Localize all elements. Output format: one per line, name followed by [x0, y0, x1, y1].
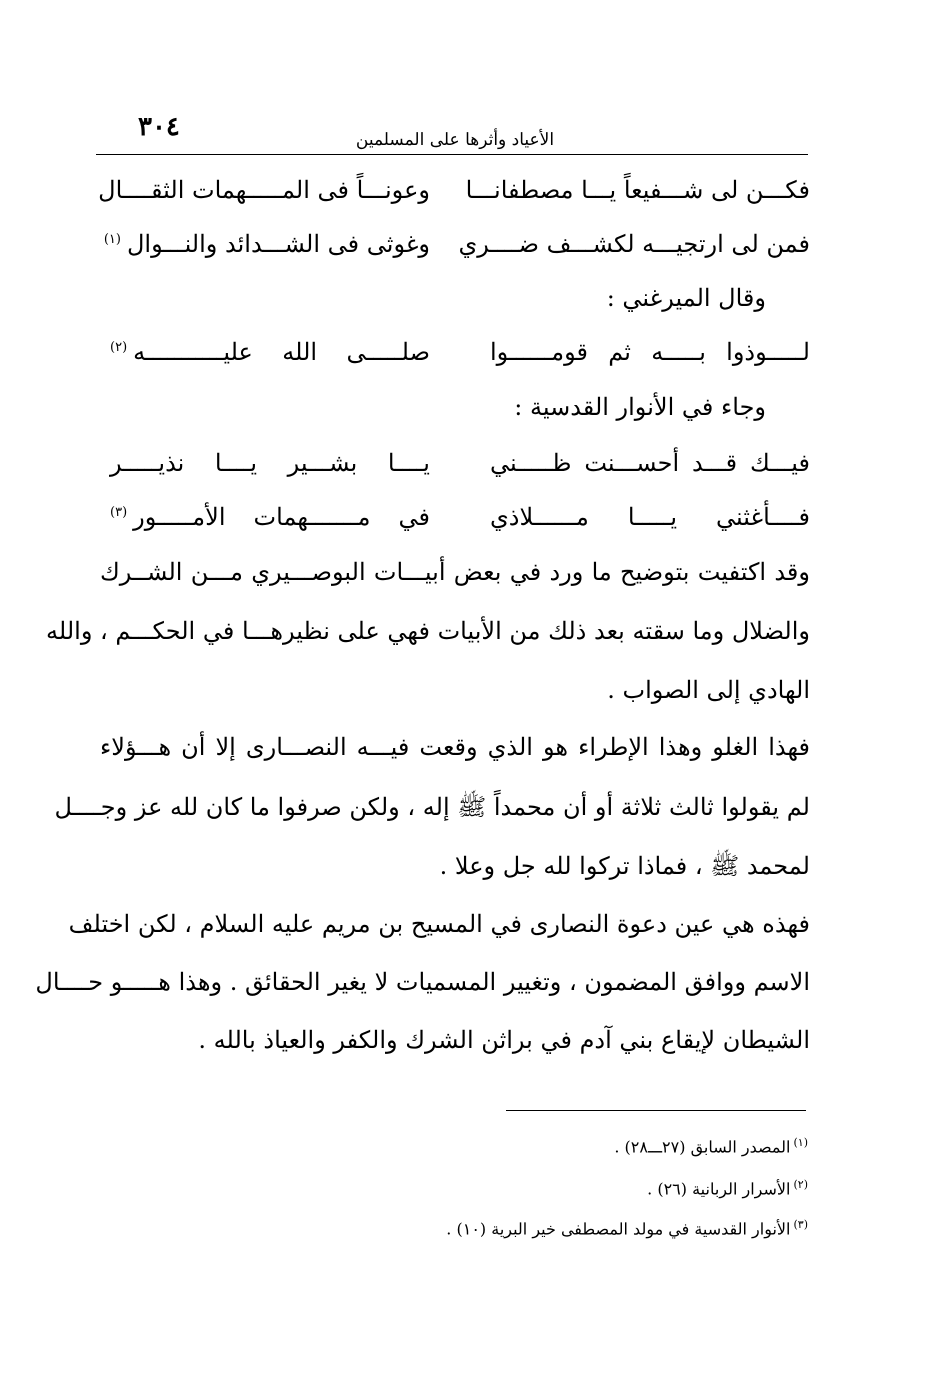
paragraph-1-line-1: وقد اكتفيت بتوضيح ما ورد في بعض أبيـــات البوصـــيري مـــن الشــرك	[100, 558, 810, 586]
paragraph-3-line-2: الاسم ووافق المضمون ، وتغيير المسميات لا يغير الحقائق . وهذا هـــــو حــــال	[35, 968, 810, 996]
paragraph-2-line-1: فهذا الغلو وهذا الإطراء هو الذي وقعت فيـــه النصـــارى إلا أن هـــؤلاء	[100, 733, 810, 761]
verse-3-left-container	[110, 338, 430, 366]
footnote-2	[647, 1178, 808, 1198]
footnote-ref-2: (٢)	[110, 340, 128, 355]
verse-1-right-hemistich: فكـــن لى شـــفيعاً يـــا مصطفانـــا	[465, 176, 810, 204]
paragraph-2-line-3: لمحمد ﷺ ، فماذا تركوا لله جل وعلا .	[439, 852, 810, 880]
footnote-ref-3: (٣)	[110, 505, 128, 520]
footnote-ref-1: (١)	[103, 232, 121, 247]
footnote-2-text: الأسرار الربانية (٢٦) .	[647, 1179, 791, 1199]
footnote-1-text: المصدر السابق (٢٧ـــ٢٨) .	[614, 1137, 791, 1157]
footnote-3-number: (٣)	[793, 1218, 808, 1231]
intro-mirghani: وقال الميرغني :	[606, 284, 766, 312]
intro-anwar: وجاء في الأنوار القدسية :	[514, 393, 766, 421]
verse-4-left-hemistich: يــــا بشـــير يــــا نذيـــــر	[110, 449, 430, 477]
header-rule	[96, 154, 808, 155]
footnote-rule	[506, 1110, 806, 1111]
paragraph-3-line-1: فهذه هي عين دعوة النصارى في المسيح بن مريم عليه السلام ، لكن اختلف	[68, 910, 810, 938]
footnote-3-text: الأنوار القدسية في مولد المصطفى خير البرية (١٠) .	[446, 1219, 791, 1239]
paragraph-2-line-2: لم يقولوا ثالث ثلاثة أو أن محمداً ﷺ إله ، ولكن صرفوا ما كان لله عز وجــــل	[54, 793, 810, 821]
footnote-3	[446, 1218, 808, 1238]
verse-3-right-hemistich: لـــــوذوا بـــــه ثم قومــــــوا	[490, 338, 810, 366]
verse-5-left-container	[110, 503, 430, 531]
paragraph-3-line-3: الشيطان لإيقاع بني آدم في براثن الشرك والكفر والعياذ بالله .	[198, 1026, 810, 1054]
verse-1-left-hemistich: وعونـــاً فى المـــــهمات الثقــــال	[98, 176, 430, 204]
footnote-2-number: (٢)	[793, 1178, 808, 1191]
paragraph-1-line-3: الهادي إلى الصواب .	[607, 676, 810, 704]
verse-5-right-hemistich: فــــأغثني يـــــا مــــــلاذي	[490, 503, 810, 531]
verse-4-right-hemistich: فيـــك قـــد أحســـنت ظـــــني	[490, 449, 810, 477]
paragraph-1-line-2: والضلال وما سقته بعد ذلك من الأبيات فهي على نظيرهـــا في الحكـــم ، والله	[46, 617, 810, 645]
running-title: الأعياد وأثرها على المسلمين	[355, 130, 555, 150]
verse-2-left-container	[103, 230, 430, 258]
footnote-1-number: (١)	[793, 1136, 808, 1149]
verse-3-left-hemistich: صلـــــى الله عليـــــــــــه	[133, 338, 430, 366]
verse-5-left-hemistich: في مـــــــهمات الأمـــــور	[133, 503, 430, 531]
verse-2-right-hemistich: فمن لى ارتجيـــه لكشـــف ضــــري	[458, 230, 810, 258]
footnote-1	[614, 1136, 808, 1156]
verse-2-left-hemistich: وغوثى فى الشـــدائد والنـــوال	[126, 230, 430, 258]
page-number: ٣٠٤	[138, 112, 180, 142]
